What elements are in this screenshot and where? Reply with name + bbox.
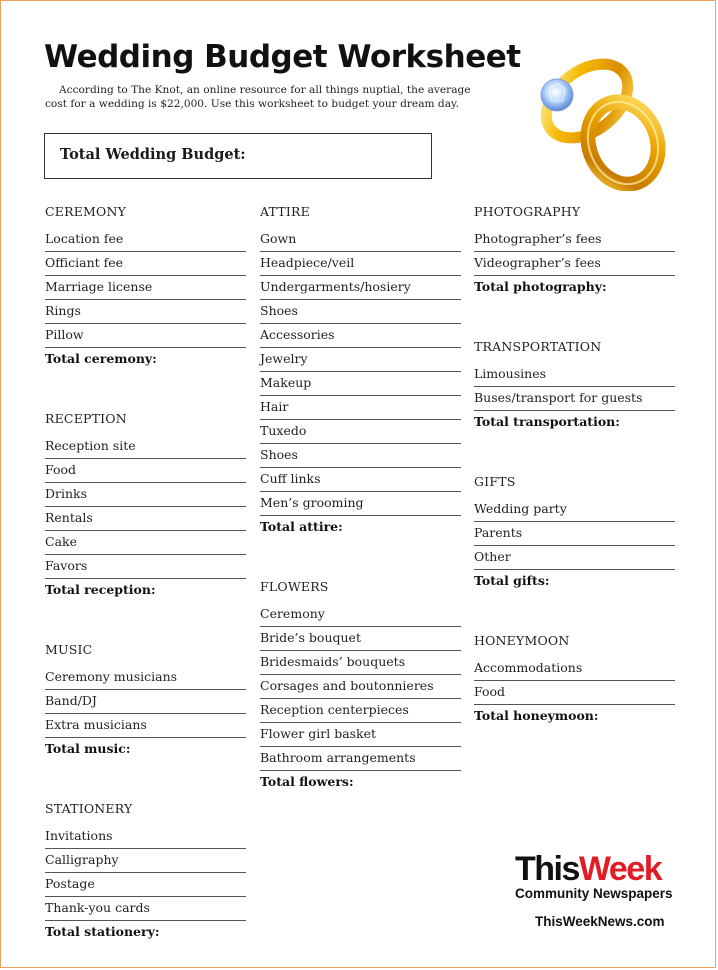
- column-2: [260, 203, 461, 795]
- line-item[interactable]: Bridesmaids’ bouquets: [260, 651, 461, 675]
- line-item[interactable]: Calligraphy: [45, 849, 246, 873]
- line-item[interactable]: Band/DJ: [45, 690, 246, 714]
- section-heading: HONEYMOON: [474, 633, 570, 648]
- section-total: Total honeymoon:: [474, 708, 599, 723]
- section-heading: FLOWERS: [260, 579, 329, 594]
- line-item[interactable]: Parents: [474, 522, 675, 546]
- section-total: Total flowers:: [260, 774, 354, 789]
- line-item[interactable]: Tuxedo: [260, 420, 461, 444]
- section-heading: RECEPTION: [45, 411, 127, 426]
- line-item[interactable]: Bride’s bouquet: [260, 627, 461, 651]
- logo-brand-week: Week: [578, 850, 662, 888]
- logo-brand-this: This: [515, 850, 579, 888]
- section-total: Total reception:: [45, 582, 156, 597]
- line-item[interactable]: Postage: [45, 873, 246, 897]
- line-item[interactable]: Jewelry: [260, 348, 461, 372]
- section-honeymoon: [474, 632, 675, 729]
- line-item[interactable]: Videographer’s fees: [474, 252, 675, 276]
- logo-brand: [515, 850, 685, 888]
- line-item[interactable]: Flower girl basket: [260, 723, 461, 747]
- line-item[interactable]: Bathroom arrangements: [260, 747, 461, 771]
- line-item[interactable]: Food: [45, 459, 246, 483]
- line-item[interactable]: Reception site: [45, 435, 246, 459]
- section-stationery: [45, 800, 246, 945]
- line-item[interactable]: Shoes: [260, 444, 461, 468]
- line-item[interactable]: Extra musicians: [45, 714, 246, 738]
- line-item[interactable]: Reception centerpieces: [260, 699, 461, 723]
- line-item[interactable]: Invitations: [45, 825, 246, 849]
- column-3: [474, 203, 675, 729]
- section-total: Total gifts:: [474, 573, 550, 588]
- line-item[interactable]: Food: [474, 681, 675, 705]
- line-item[interactable]: Ceremony: [260, 603, 461, 627]
- line-item[interactable]: Undergarments/hosiery: [260, 276, 461, 300]
- line-item[interactable]: Drinks: [45, 483, 246, 507]
- wedding-rings-icon: [527, 43, 671, 191]
- section-photography: [474, 203, 675, 300]
- line-item[interactable]: Buses/transport for guests: [474, 387, 675, 411]
- section-total: Total transportation:: [474, 414, 620, 429]
- line-item[interactable]: Gown: [260, 228, 461, 252]
- website-link[interactable]: ThisWeekNews.com: [535, 914, 665, 929]
- section-attire: [260, 203, 461, 540]
- line-item[interactable]: Shoes: [260, 300, 461, 324]
- section-total: Total stationery:: [45, 924, 160, 939]
- line-item[interactable]: Location fee: [45, 228, 246, 252]
- section-total: Total ceremony:: [45, 351, 157, 366]
- page-title: Wedding Budget Worksheet: [44, 39, 521, 75]
- section-heading: STATIONERY: [45, 801, 133, 816]
- logo-subtitle: Community Newspapers: [515, 886, 673, 901]
- line-item[interactable]: Headpiece/veil: [260, 252, 461, 276]
- thisweek-logo: [515, 850, 685, 929]
- line-item[interactable]: Wedding party: [474, 498, 675, 522]
- section-flowers: [260, 578, 461, 795]
- line-item[interactable]: Other: [474, 546, 675, 570]
- line-item[interactable]: Corsages and boutonnieres: [260, 675, 461, 699]
- column-1: [45, 203, 246, 945]
- section-heading: ATTIRE: [260, 204, 310, 219]
- line-item[interactable]: Ceremony musicians: [45, 666, 246, 690]
- line-item[interactable]: Pillow: [45, 324, 246, 348]
- section-total: Total music:: [45, 741, 131, 756]
- section-heading: GIFTS: [474, 474, 516, 489]
- line-item[interactable]: Cake: [45, 531, 246, 555]
- line-item[interactable]: Officiant fee: [45, 252, 246, 276]
- section-heading: PHOTOGRAPHY: [474, 204, 581, 219]
- line-item[interactable]: Photographer’s fees: [474, 228, 675, 252]
- line-item[interactable]: Favors: [45, 555, 246, 579]
- section-ceremony: [45, 203, 246, 372]
- line-item[interactable]: Accessories: [260, 324, 461, 348]
- section-music: [45, 641, 246, 762]
- line-item[interactable]: Makeup: [260, 372, 461, 396]
- line-item[interactable]: Men’s grooming: [260, 492, 461, 516]
- line-item[interactable]: Hair: [260, 396, 461, 420]
- total-budget-field[interactable]: [44, 133, 432, 179]
- line-item[interactable]: Cuff links: [260, 468, 461, 492]
- section-reception: [45, 410, 246, 603]
- line-item[interactable]: Rings: [45, 300, 246, 324]
- section-heading: TRANSPORTATION: [474, 339, 602, 354]
- line-item[interactable]: Marriage license: [45, 276, 246, 300]
- total-budget-label: Total Wedding Budget:: [60, 146, 246, 163]
- line-item[interactable]: Thank-you cards: [45, 897, 246, 921]
- section-total: Total attire:: [260, 519, 343, 534]
- line-item[interactable]: Limousines: [474, 363, 675, 387]
- line-item[interactable]: Accommodations: [474, 657, 675, 681]
- section-transportation: [474, 338, 675, 435]
- section-total: Total photography:: [474, 279, 607, 294]
- section-heading: MUSIC: [45, 642, 93, 657]
- section-heading: CEREMONY: [45, 204, 127, 219]
- line-item[interactable]: Rentals: [45, 507, 246, 531]
- intro-text: According to The Knot, an online resource for all things nuptial, the average cost for a wedding is $22,000. Use this worksheet to budget your dream day.: [45, 84, 471, 110]
- section-gifts: [474, 473, 675, 594]
